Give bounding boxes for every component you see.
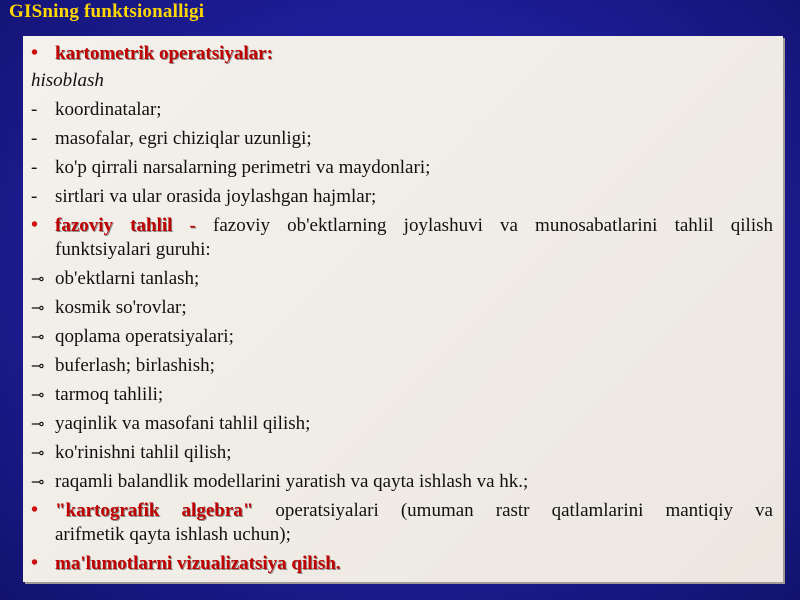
item-text: operatsiyalari (umuman rastr qatlamlarini mantiqiy va xyxy=(275,500,773,521)
dash-icon: - xyxy=(31,157,38,178)
bullet-icon: • xyxy=(31,214,39,236)
item-label: kartometrik operatsiyalar: xyxy=(55,43,273,64)
dash-icon: - xyxy=(31,99,38,120)
item-text: sirtlari va ular orasida joylashgan hajmlar; xyxy=(55,186,377,207)
dash-icon: - xyxy=(31,186,38,207)
item-line xyxy=(31,499,773,522)
hook-arrow-icon: ⊸ xyxy=(31,358,45,375)
item-label: fazoviy tahlil - xyxy=(55,215,196,236)
list-item-dash xyxy=(31,98,773,121)
slide-title: GISning funktsionalligi xyxy=(9,1,205,22)
item-text: ob'ektlarni tanlash; xyxy=(55,268,200,289)
item-text: buferlash; birlashish; xyxy=(55,355,215,376)
list-item-sub xyxy=(31,296,773,319)
list-item-kartografik-cont xyxy=(31,523,773,546)
hook-arrow-icon: ⊸ xyxy=(31,271,45,288)
item-text: raqamli balandlik modellarini yaratish va qayta ishlash va hk.; xyxy=(55,471,529,492)
dash-icon: - xyxy=(31,128,38,149)
item-text: yaqinlik va masofani tahlil qilish; xyxy=(55,413,311,434)
item-label: ma'lumotlarni vizualizatsiya qilish. xyxy=(55,553,341,574)
item-text: fazoviy ob'ektlarning joylashuvi va munosabatlarini tahlil qilish xyxy=(213,215,773,236)
list-item-kartografik xyxy=(31,499,773,522)
list-item-sub xyxy=(31,354,773,377)
list-item-sub xyxy=(31,383,773,406)
list-item-dash xyxy=(31,156,773,179)
list-item-fazoviy-cont xyxy=(31,238,773,261)
item-text: masofalar, egri chiziqlar uzunligi; xyxy=(55,128,312,149)
item-text: ko'rinishni tahlil qilish; xyxy=(55,442,232,463)
hook-arrow-icon: ⊸ xyxy=(31,329,45,346)
item-text: qoplama operatsiyalari; xyxy=(55,326,234,347)
bullet-icon: • xyxy=(31,42,39,64)
list-item-dash xyxy=(31,127,773,150)
list-item-dash xyxy=(31,185,773,208)
list-item-sub xyxy=(31,325,773,348)
list-item-vizual xyxy=(31,552,773,575)
bullet-icon: • xyxy=(31,499,39,521)
item-text: koordinatalar; xyxy=(55,99,162,120)
item-text: funktsiyalari guruhi: xyxy=(55,239,211,260)
item-text: hisoblash xyxy=(31,70,104,91)
bullet-icon: • xyxy=(31,552,39,574)
item-text: tarmoq tahlili; xyxy=(55,384,164,405)
hook-arrow-icon: ⊸ xyxy=(31,445,45,462)
hook-arrow-icon: ⊸ xyxy=(31,416,45,433)
list-item-sub xyxy=(31,412,773,435)
item-line xyxy=(31,214,773,237)
hook-arrow-icon: ⊸ xyxy=(31,300,45,317)
list-item-fazoviy xyxy=(31,214,773,237)
list-item-sub xyxy=(31,470,773,493)
item-label: "kartografik algebra" xyxy=(55,500,254,521)
list-item-sub xyxy=(31,267,773,290)
hook-arrow-icon: ⊸ xyxy=(31,387,45,404)
hook-arrow-icon: ⊸ xyxy=(31,474,45,491)
item-text: arifmetik qayta ishlash uchun); xyxy=(55,524,291,545)
list-item-sub xyxy=(31,441,773,464)
list-item-kartometrik xyxy=(31,42,773,65)
content-panel xyxy=(23,36,783,582)
item-text: kosmik so'rovlar; xyxy=(55,297,187,318)
item-text: ko'p qirrali narsalarning perimetri va maydonlari; xyxy=(55,157,431,178)
list-item-hisoblash xyxy=(31,69,773,92)
